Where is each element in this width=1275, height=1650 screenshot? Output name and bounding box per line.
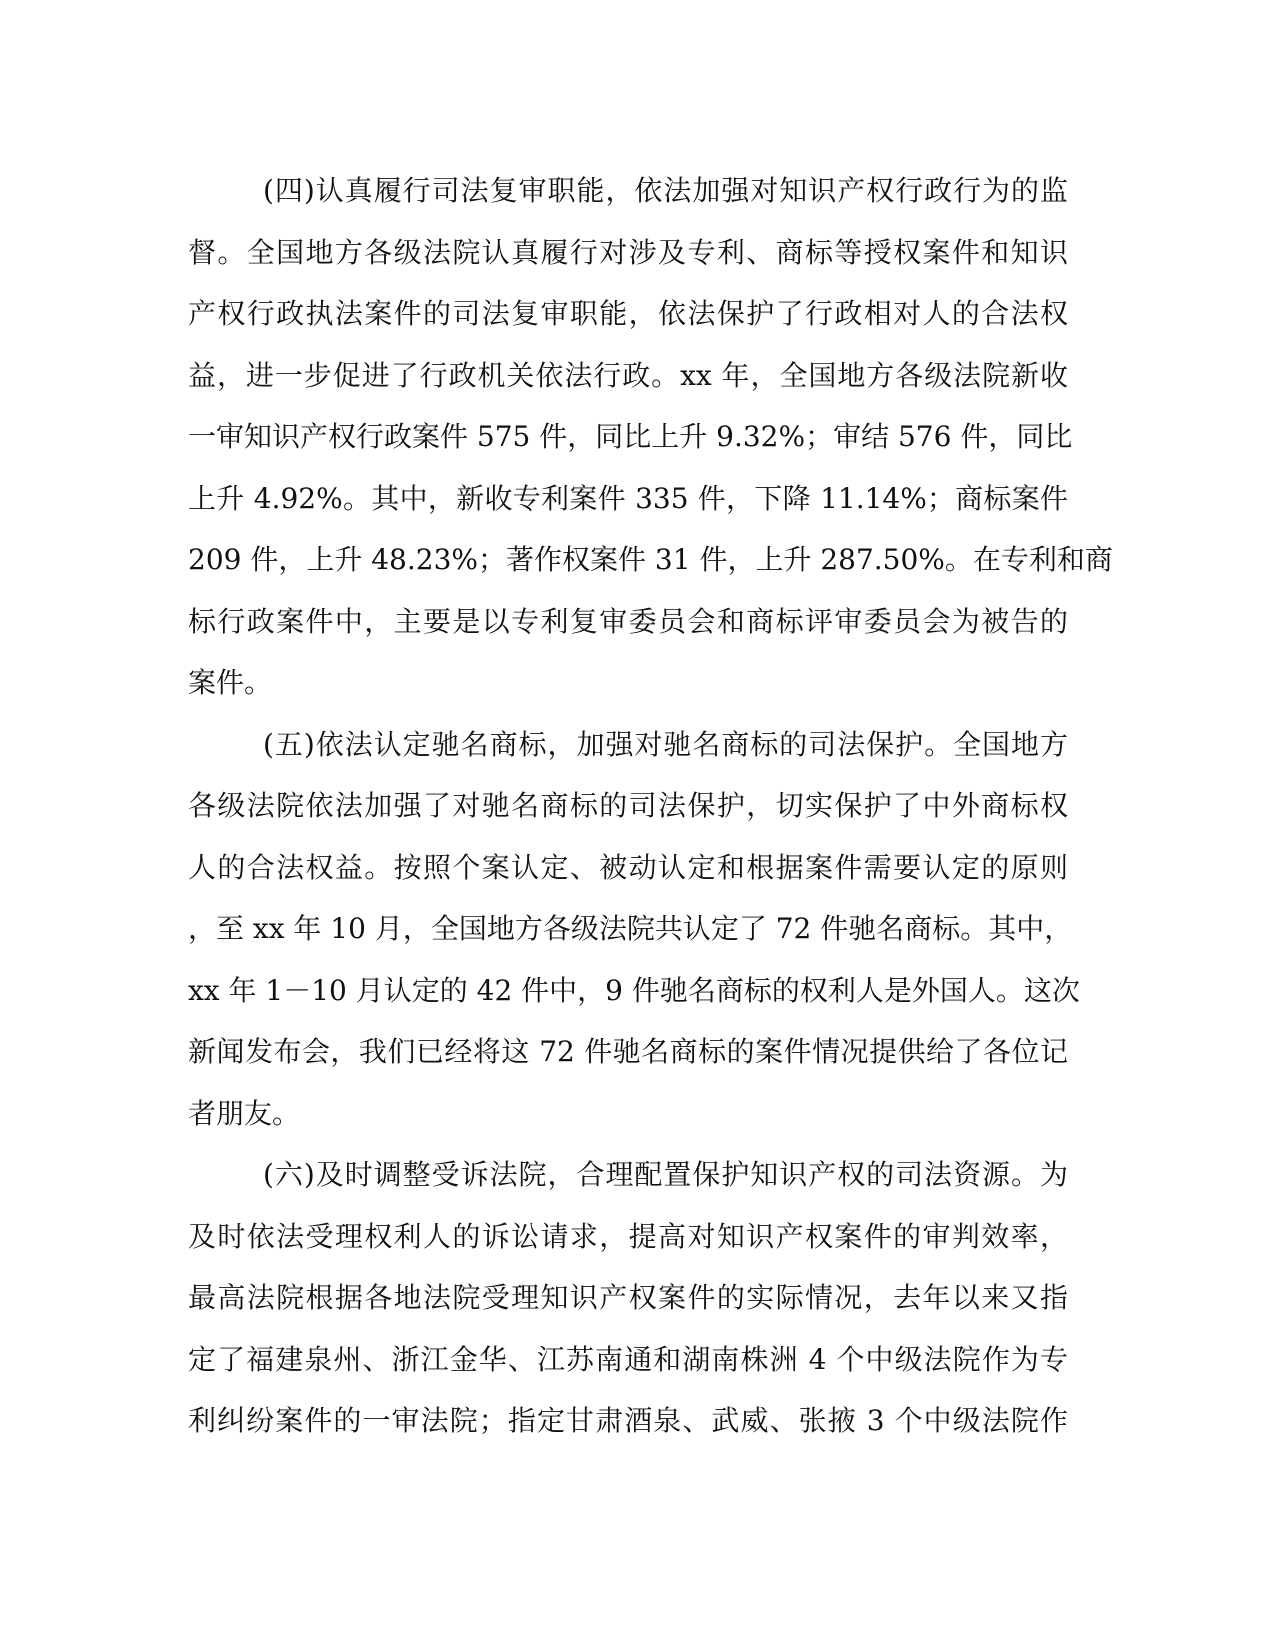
text-line: 209 件，上升 48.23%；著作权案件 31 件，上升 287.50%。在专利和商: [188, 543, 1113, 576]
text-line: 各级法院依法加强了对驰名商标的司法保护，切实保护了中外商标权: [188, 789, 1068, 822]
text-line: xx 年 1－10 月认定的 42 件中，9 件驰名商标的权利人是外国人。这次: [188, 973, 1080, 1007]
text-line: 督。全国地方各级法院认真履行对涉及专利、商标等授权案件和知识: [188, 235, 1068, 269]
text-line: 上升 4.92%。其中，新收专利案件 335 件，下降 11.14%；商标案件: [188, 481, 1068, 515]
text-line: 产权行政执法案件的司法复审职能，依法保护了行政相对人的合法权: [188, 297, 1068, 330]
document-body: [188, 160, 1113, 1452]
paragraph-6: [188, 1144, 1068, 1452]
text-line: 定了福建泉州、浙江金华、江苏南通和湖南株洲 4 个中级法院作为专: [188, 1342, 1068, 1376]
paragraph-4: [188, 160, 1113, 714]
text-line: 利纠纷案件的一审法院；指定甘肃酒泉、武威、张掖 3 个中级法院作: [188, 1404, 1068, 1437]
text-line: ，至 xx 年 10 月，全国地方各级法院共认定了 72 件驰名商标。其中，: [188, 912, 1073, 945]
text-line: 一审知识产权行政案件 575 件，同比上升 9.32%；审结 576 件，同比: [188, 420, 1073, 453]
paragraph-5: [188, 714, 1080, 1145]
text-line: 及时依法受理权利人的诉讼请求，提高对知识产权案件的审判效率，: [188, 1219, 1068, 1253]
text-line: 者朋友。: [188, 1096, 301, 1130]
text-line: 案件。: [188, 666, 273, 699]
text-line: 新闻发布会，我们已经将这 72 件驰名商标的案件情况提供给了各位记: [188, 1035, 1068, 1068]
text-line: 最高法院根据各地法院受理知识产权案件的实际情况，去年以来又指: [188, 1281, 1068, 1314]
text-line: 标行政案件中，主要是以专利复审委员会和商标评审委员会为被告的: [188, 604, 1068, 638]
text-line: 益，进一步促进了行政机关依法行政。xx 年，全国地方各级法院新收: [188, 358, 1068, 392]
text-line: 人的合法权益。按照个案认定、被动认定和根据案件需要认定的原则: [188, 850, 1068, 884]
text-line: (六)及时调整受诉法院，合理配置保护知识产权的司法资源。为: [263, 1158, 1068, 1191]
text-line: (五)依法认定驰名商标，加强对驰名商标的司法保护。全国地方: [263, 727, 1068, 761]
text-line: (四)认真履行司法复审职能，依法加强对知识产权行政行为的监: [263, 174, 1068, 207]
